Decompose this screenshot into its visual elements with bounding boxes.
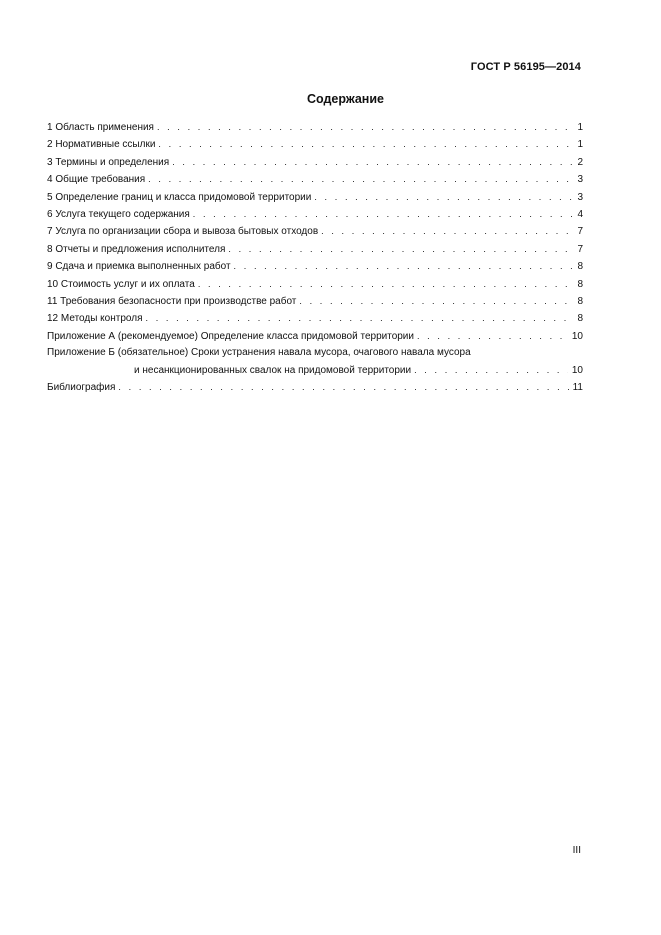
toc-entry-label: 7 Услуга по организации сбора и вывоза бытовых отходов bbox=[47, 226, 319, 238]
dot-leader bbox=[146, 310, 574, 326]
toc-entry[interactable] bbox=[47, 189, 583, 206]
toc-entry-label: 12 Методы контроля bbox=[47, 313, 143, 325]
toc-entry-label: 8 Отчеты и предложения исполнителя bbox=[47, 243, 226, 255]
toc-entry-label: 1 Область применения bbox=[47, 122, 154, 133]
toc-entry-label: 11 Требования безопасности при производстве работ bbox=[47, 296, 297, 308]
toc-entry-label: 2 Нормативные ссылки bbox=[47, 139, 156, 151]
dot-leader bbox=[157, 119, 573, 135]
toc-entry-page: 7 bbox=[577, 226, 583, 238]
dot-leader bbox=[417, 328, 568, 344]
toc-entry-page: 4 bbox=[577, 209, 583, 221]
table-of-contents bbox=[47, 119, 583, 397]
toc-entry-label: Библиография bbox=[47, 382, 116, 394]
toc-entry[interactable] bbox=[47, 258, 583, 275]
toc-entry-page: 7 bbox=[577, 243, 583, 255]
dot-leader bbox=[172, 154, 573, 170]
toc-entry[interactable] bbox=[47, 276, 583, 293]
toc-entry[interactable] bbox=[47, 328, 583, 345]
toc-entry-page: 10 bbox=[571, 330, 583, 342]
toc-entry-page: 8 bbox=[577, 278, 583, 290]
toc-entry-page: 3 bbox=[577, 191, 583, 203]
toc-entry-page: 8 bbox=[577, 296, 583, 308]
toc-entry-label: 5 Определение границ и класса придомовой территории bbox=[47, 191, 312, 203]
toc-entry[interactable] bbox=[47, 119, 583, 136]
dot-leader bbox=[234, 258, 574, 274]
toc-entry-page: 2 bbox=[577, 156, 583, 168]
toc-entry[interactable] bbox=[47, 241, 583, 258]
toc-entry-label: 4 Общие требования bbox=[47, 174, 146, 186]
toc-entry-label: 6 Услуга текущего содержания bbox=[47, 209, 190, 221]
toc-entry[interactable] bbox=[47, 223, 583, 240]
toc-entry-label-line2: и несанкционированных свалок на придомовой территории bbox=[134, 364, 412, 376]
dot-leader bbox=[148, 171, 573, 187]
toc-entry-page: 1 bbox=[577, 122, 583, 133]
dot-leader bbox=[414, 362, 568, 378]
toc-entry-label: 3 Термины и определения bbox=[47, 156, 170, 168]
toc-entry-continuation bbox=[47, 362, 583, 379]
toc-entry-label: 9 Сдача и приемка выполненных работ bbox=[47, 261, 231, 273]
toc-entry[interactable] bbox=[47, 154, 583, 171]
document-code: ГОСТ Р 56195—2014 bbox=[470, 61, 581, 73]
toc-entry-label: 10 Стоимость услуг и их оплата bbox=[47, 278, 195, 290]
toc-entry-page: 8 bbox=[577, 261, 583, 273]
toc-entry-page: 3 bbox=[577, 174, 583, 186]
toc-entry[interactable] bbox=[47, 206, 583, 223]
dot-leader bbox=[118, 379, 568, 395]
dot-leader bbox=[198, 276, 574, 292]
toc-entry-page: 8 bbox=[577, 313, 583, 325]
toc-entry[interactable] bbox=[47, 171, 583, 188]
dot-leader bbox=[299, 293, 573, 309]
toc-entry[interactable] bbox=[47, 310, 583, 327]
dot-leader bbox=[321, 223, 573, 239]
dot-leader bbox=[314, 189, 573, 205]
toc-entry-page: 1 bbox=[577, 139, 583, 151]
toc-entry-label: Приложение А (рекомендуемое) Определение класса придомовой территории bbox=[47, 330, 414, 342]
page-number: III bbox=[572, 845, 581, 856]
toc-entry[interactable] bbox=[47, 379, 583, 396]
toc-entry[interactable] bbox=[47, 136, 583, 153]
toc-entry-label-line1: Приложение Б (обязательное) Сроки устранения навала мусора, очагового навала мусора bbox=[47, 347, 471, 359]
toc-entry-page: 10 bbox=[571, 364, 583, 376]
dot-leader bbox=[158, 136, 573, 152]
toc-title: Содержание bbox=[306, 92, 384, 106]
dot-leader bbox=[228, 241, 573, 257]
dot-leader bbox=[193, 206, 574, 222]
toc-entry[interactable] bbox=[47, 293, 583, 310]
toc-entry-page: 11 bbox=[572, 382, 583, 394]
toc-entry[interactable] bbox=[47, 345, 583, 379]
